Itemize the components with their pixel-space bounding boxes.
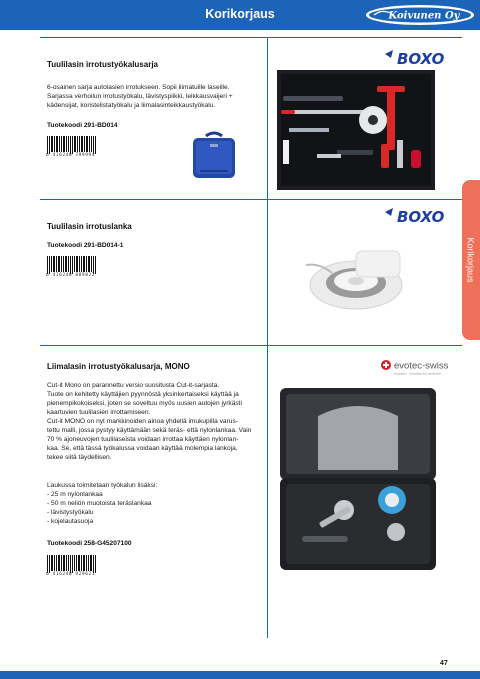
description-line: tettu malli, jossa pystyy käyttämään sekä teräs- että nylonlankaa. Vain xyxy=(47,427,252,434)
page-number: 47 xyxy=(440,660,448,667)
section-divider xyxy=(40,345,462,346)
page-header-title: Korikorjaus xyxy=(205,7,275,21)
description-line: kädensijat, koristelistatyökalu ja liimalasinteikkaustyökalu. xyxy=(47,102,216,109)
tool-tray-image xyxy=(277,70,435,190)
wire-spool-image xyxy=(300,245,412,311)
evotec-swiss-logo xyxy=(380,358,460,376)
product-title: Liimalasin irrotustyökalusarja, MONO xyxy=(47,362,190,371)
product-description xyxy=(47,83,253,110)
section-divider xyxy=(40,37,462,38)
side-tab-label-wrap xyxy=(462,180,480,340)
includes-title: Laukussa toimitetaan työkalun lisäksi: xyxy=(47,482,158,489)
product-description xyxy=(47,381,255,462)
includes-item: - 25 m nylonlankaa xyxy=(47,491,103,498)
boxo-logo xyxy=(383,206,459,226)
barcode-digits: 6 416240 929621 xyxy=(46,572,95,577)
description-line: Sarjassa verhoilun irrotustyökalu, lävistyspiikki, leikkausvaijeri + xyxy=(47,93,233,100)
section-divider xyxy=(40,199,462,200)
description-line: tekee siitä täydellisen. xyxy=(47,454,112,461)
product-code: Tuotekoodi 291-BD014 xyxy=(47,122,118,129)
brand-name: BOXO xyxy=(397,208,445,226)
description-line: Tuote on kehitetty käyttäjien pyynnöstä yksinkertaiseksi käyttää ja xyxy=(47,391,239,398)
description-line: pienempikokoiseksi, joten se soveltuu myös uusien autojen jyrkästi xyxy=(47,400,242,407)
barcode-digits: 6 416240 799994 xyxy=(46,153,95,158)
description-line: kaartuvien tuulilasien irrottamiseen. xyxy=(47,409,151,416)
footer-bar xyxy=(0,671,480,679)
brand-name: evotec-swiss xyxy=(394,360,449,372)
tool-case-image xyxy=(190,130,238,182)
koivunen-logo xyxy=(364,3,476,27)
description-line: Cut-it MONO on nyt markkinoiden ainoa yhdellä imukupilla varus- xyxy=(47,418,238,425)
brand-name: BOXO xyxy=(397,50,445,68)
product-code: Tuotekoodi 258-G45207100 xyxy=(47,540,132,547)
includes-list xyxy=(47,481,255,526)
description-line: 6-osainen sarja autolasien irrotukseen. Sopii liimatuille laseille. xyxy=(47,84,230,91)
product-title: Tuulilasin irrotustyökalusarja xyxy=(47,60,158,69)
brand-tagline: innovation · consulting and production xyxy=(394,371,442,376)
cut-it-mono-case-image xyxy=(278,386,438,572)
includes-item: - 50 m neliön muotoista teräslankaa xyxy=(47,500,152,507)
product-code: Tuotekoodi 291-BD014-1 xyxy=(47,242,124,249)
side-tab-label: Korikorjaus xyxy=(466,237,476,283)
boxo-logo xyxy=(383,48,459,68)
includes-item: - lävistystyökalu xyxy=(47,509,94,516)
description-line: 70 % ajoneuvojen tuulilaseista voidaan irrottaa käyttäen nylonlan- xyxy=(47,436,239,443)
description-line: kaa. Se, että tässä työkalussa voidaan käyttää molempia lankoja, xyxy=(47,445,238,452)
column-divider xyxy=(267,38,268,638)
includes-item: - kojelautasuoja xyxy=(47,518,94,525)
logo-text: Koivunen Oy xyxy=(388,10,460,22)
product-title: Tuulilasin irrotuslanka xyxy=(47,222,132,231)
barcode-digits: 6 416240 809822 xyxy=(46,273,95,278)
description-line: Cut-it Mono on parannettu versio suositusta Cut-it-sarjasta. xyxy=(47,382,220,389)
